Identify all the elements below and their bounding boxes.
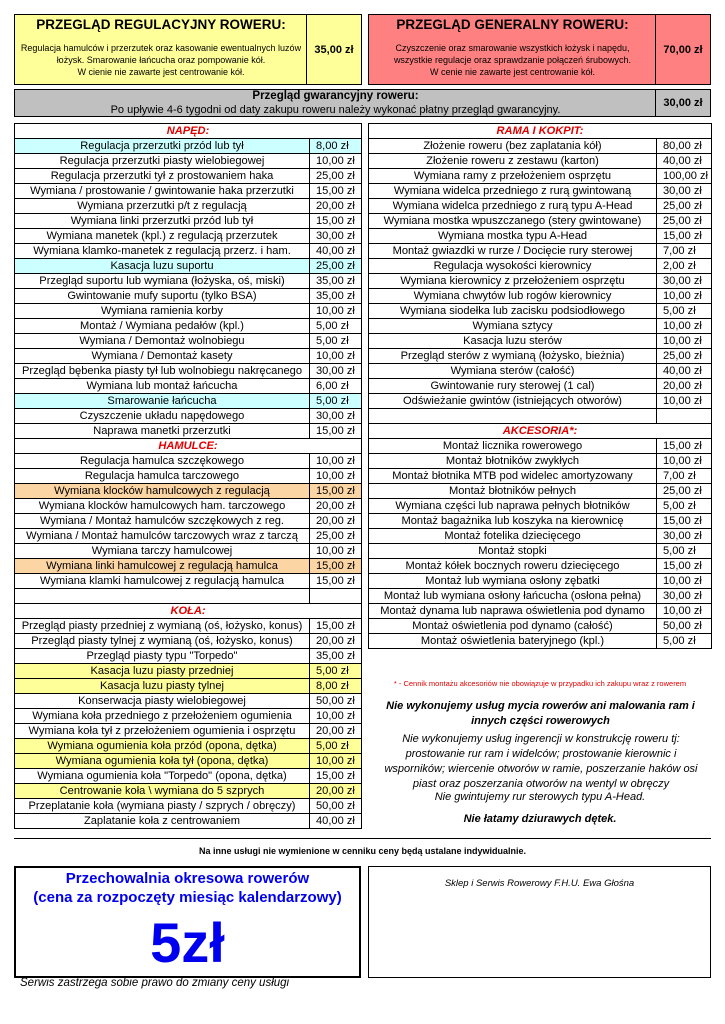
service-price: 10,00 zł — [657, 319, 712, 334]
service-name: Zaplatanie koła z centrowaniem — [15, 814, 310, 829]
service-price: 10,00 zł — [657, 574, 712, 589]
storage-price: 5zł — [150, 911, 225, 974]
service-price: 25,00 zł — [657, 199, 712, 214]
service-price: 7,00 zł — [657, 244, 712, 259]
service-name: Montaż oświetlenia pod dynamo (całość) — [369, 619, 657, 634]
service-name: Montaż lub wymiana osłony łańcucha (osłona pełna) — [369, 589, 657, 604]
przeglad-regulacyjny-desc — [15, 42, 307, 78]
przeglad-generalny-price: 70,00 zł — [655, 15, 710, 84]
service-name: Wymiana linki hamulcowej z regulacją hamulca — [15, 559, 310, 574]
service-row — [15, 139, 362, 154]
service-row — [15, 334, 362, 349]
akcesoria-note: * - Cennik montażu akcesoriów nie obowiązuje w przypadku ich zakupu wraz z rowerem — [393, 679, 687, 688]
service-name: Wymiana klocków hamulcowych ham. tarczowego — [15, 499, 310, 514]
service-row — [369, 169, 712, 184]
service-row — [15, 184, 362, 199]
service-row — [15, 274, 362, 289]
service-name: Montaż fotelika dziecięcego — [369, 529, 657, 544]
service-price: 10,00 zł — [657, 289, 712, 304]
service-row — [15, 754, 362, 769]
service-price: 10,00 zł — [657, 394, 712, 409]
service-name: Montaż oświetlenia bateryjnego (kpl.) — [369, 634, 657, 649]
section-title: RAMA I KOKPIT: — [369, 124, 712, 139]
service-price: 10,00 zł — [310, 709, 362, 724]
service-name: Kasacja luzu piasty tylnej — [15, 679, 310, 694]
service-price: 5,00 zł — [310, 334, 362, 349]
storage-title: Przechowalnia okresowa rowerów — [65, 870, 310, 887]
service-price: 10,00 zł — [657, 604, 712, 619]
service-row — [15, 529, 362, 544]
service-row — [369, 514, 712, 529]
service-name: Kasacja luzu piasty przedniej — [15, 664, 310, 679]
service-row — [15, 394, 362, 409]
service-price: 25,00 zł — [310, 529, 362, 544]
service-name: Wymiana / Montaż hamulców szczękowych z reg. — [15, 514, 310, 529]
service-row — [369, 544, 712, 559]
service-price: 15,00 zł — [657, 229, 712, 244]
left-price-table — [14, 123, 362, 829]
service-name: Wymiana manetek (kpl.) z regulacją przerzutek — [15, 229, 310, 244]
blank-cell — [657, 409, 712, 424]
service-name: Montaż gwiazdki w rurze / Docięcie rury sterowej — [369, 244, 657, 259]
service-name: Czyszczenie układu napędowego — [15, 409, 310, 424]
service-row — [369, 454, 712, 469]
service-name: Wymiana sterów (całość) — [369, 364, 657, 379]
service-name: Przegląd piasty tylnej z wymianą (oś, łożysko, konus) — [15, 634, 310, 649]
service-row — [369, 619, 712, 634]
service-price: 5,00 zł — [310, 394, 362, 409]
service-price: 10,00 zł — [657, 334, 712, 349]
service-price: 25,00 zł — [657, 214, 712, 229]
service-price: 50,00 zł — [310, 799, 362, 814]
service-name: Regulacja przerzutki przód lub tył — [15, 139, 310, 154]
service-price: 40,00 zł — [310, 244, 362, 259]
service-price: 50,00 zł — [657, 619, 712, 634]
service-name: Złożenie roweru (bez zaplatania kół) — [369, 139, 657, 154]
service-name: Wymiana lub montaż łańcucha — [15, 379, 310, 394]
service-name: Wymiana części lub naprawa pełnych błotników — [369, 499, 657, 514]
section-title: NAPĘD: — [15, 124, 362, 139]
service-name: Wymiana mostka typu A-Head — [369, 229, 657, 244]
service-name: Montaż lub wymiana osłony zębatki — [369, 574, 657, 589]
section-header-row — [369, 124, 712, 139]
service-price: 20,00 zł — [310, 724, 362, 739]
service-name: Wymiana widelca przedniego z rurą typu A-Head — [369, 199, 657, 214]
przeglad-regulacyjny-box — [14, 14, 362, 85]
service-row — [15, 289, 362, 304]
service-name: Gwintowanie mufy suportu (tylko BSA) — [15, 289, 310, 304]
service-row — [15, 379, 362, 394]
przeglad-regulacyjny-title: PRZEGLĄD REGULACYJNY ROWERU: — [36, 17, 286, 32]
service-row — [369, 589, 712, 604]
service-row — [369, 559, 712, 574]
service-price: 30,00 zł — [657, 184, 712, 199]
service-price: 30,00 zł — [657, 589, 712, 604]
service-price: 15,00 zł — [657, 559, 712, 574]
service-row — [15, 424, 362, 439]
przeglad-gwarancyjny-box — [14, 89, 711, 117]
service-price: 15,00 zł — [310, 184, 362, 199]
service-price: 20,00 zł — [310, 784, 362, 799]
service-price: 35,00 zł — [310, 289, 362, 304]
service-price: 25,00 zł — [657, 349, 712, 364]
service-price: 30,00 zł — [310, 364, 362, 379]
service-price: 40,00 zł — [310, 814, 362, 829]
service-row — [15, 679, 362, 694]
service-row — [369, 259, 712, 274]
service-row — [15, 319, 362, 334]
przeglad-generalny-title: PRZEGLĄD GENERALNY ROWERU: — [396, 17, 629, 32]
service-name: Regulacja przerzutki tył z prostowaniem haka — [15, 169, 310, 184]
no-tubes-note: Nie łatamy dziurawych dętek. — [463, 813, 617, 825]
service-row — [15, 364, 362, 379]
service-price: 15,00 zł — [310, 619, 362, 634]
service-price: 35,00 zł — [310, 649, 362, 664]
service-name: Regulacja wysokości kierownicy — [369, 259, 657, 274]
service-price: 25,00 zł — [310, 169, 362, 184]
service-row — [15, 634, 362, 649]
service-row — [15, 574, 362, 589]
service-name: Wymiana linki przerzutki przód lub tył — [15, 214, 310, 229]
service-name: Przegląd suportu lub wymiana (łożyska, oś, miski) — [15, 274, 310, 289]
service-name: Wymiana / Montaż hamulców tarczowych wraz z tarczą — [15, 529, 310, 544]
service-name: Wymiana koła tył z przełożeniem ogumienia i osprzętu — [15, 724, 310, 739]
service-name: Kasacja luzu sterów — [369, 334, 657, 349]
service-price: 15,00 zł — [310, 574, 362, 589]
service-price: 30,00 zł — [310, 409, 362, 424]
przeglad-gwarancyjny-desc: Po upływie 4-6 tygodni od daty zakupu roweru należy wykonać płatny przegląd gwarancyjny. — [110, 104, 561, 116]
service-name: Gwintowanie rury sterowej (1 cal) — [369, 379, 657, 394]
service-price: 10,00 zł — [310, 454, 362, 469]
service-name: Wymiana / prostowanie / gwintowanie haka przerzutki — [15, 184, 310, 199]
section-header-row — [15, 124, 362, 139]
service-price: 10,00 zł — [310, 154, 362, 169]
service-row — [369, 574, 712, 589]
service-price: 15,00 zł — [310, 769, 362, 784]
service-price: 10,00 zł — [310, 349, 362, 364]
service-price: 30,00 zł — [657, 274, 712, 289]
service-row — [369, 604, 712, 619]
service-name: Regulacja przerzutki piasty wielobiegowej — [15, 154, 310, 169]
service-row — [369, 364, 712, 379]
service-price: 10,00 zł — [310, 469, 362, 484]
service-row — [15, 229, 362, 244]
section-title: KOŁA: — [15, 604, 362, 619]
service-price: 40,00 zł — [657, 364, 712, 379]
service-name: Wymiana klamki hamulcowej z regulacją hamulca — [15, 574, 310, 589]
footer-disclaimer: Serwis zastrzega sobie prawo do zmiany ceny usługi — [20, 977, 290, 989]
service-price: 5,00 zł — [657, 304, 712, 319]
service-row — [369, 274, 712, 289]
service-name: Wymiana / Demontaż kasety — [15, 349, 310, 364]
service-row — [15, 484, 362, 499]
desc-line: W cienie nie zawarte jest centrowanie kół. — [77, 67, 245, 77]
service-name: Przegląd piasty przedniej z wymianą (oś, łożysko, konus) — [15, 619, 310, 634]
service-name: Montaż bagażnika lub koszyka na kierownicę — [369, 514, 657, 529]
service-row — [15, 154, 362, 169]
service-row — [15, 694, 362, 709]
service-price: 10,00 zł — [310, 754, 362, 769]
service-price: 15,00 zł — [310, 214, 362, 229]
service-name: Przegląd sterów z wymianą (łożysko, bieżnia) — [369, 349, 657, 364]
service-price: 6,00 zł — [310, 379, 362, 394]
service-price: 15,00 zł — [657, 439, 712, 454]
service-price: 5,00 zł — [310, 739, 362, 754]
other-services-text: Na inne usługi nie wymienione w cenniku ceny będą ustalane indywidualnie. — [198, 846, 527, 856]
service-price: 35,00 zł — [310, 274, 362, 289]
desc-line: Czyszczenie oraz smarowanie wszystkich łożysk i napędu, — [395, 43, 630, 53]
przeglad-gwarancyjny-title: Przegląd gwarancyjny roweru: — [252, 90, 419, 102]
service-price: 15,00 zł — [310, 424, 362, 439]
service-row — [15, 724, 362, 739]
service-name: Przegląd bębenka piasty tył lub wolnobiegu nakręcanego — [15, 364, 310, 379]
service-row — [369, 304, 712, 319]
service-row — [15, 349, 362, 364]
section-header-row — [15, 439, 362, 454]
service-name: Wymiana / Demontaż wolnobiegu — [15, 334, 310, 349]
service-row — [369, 319, 712, 334]
service-price: 7,00 zł — [657, 469, 712, 484]
service-name: Wymiana sztycy — [369, 319, 657, 334]
blank-row — [369, 409, 712, 424]
service-name: Wymiana ogumienia koła przód (opona, dętka) — [15, 739, 310, 754]
desc-line: W cenie nie zawarte jest centrowanie kół. — [429, 67, 596, 77]
service-name: Konserwacja piasty wielobiegowej — [15, 694, 310, 709]
service-price: 25,00 zł — [657, 484, 712, 499]
blank-cell — [369, 409, 657, 424]
blank-row — [15, 589, 362, 604]
service-name: Wymiana tarczy hamulcowej — [15, 544, 310, 559]
service-row — [15, 304, 362, 319]
service-name: Montaż kółek bocznych roweru dziecięcego — [369, 559, 657, 574]
service-name: Przegląd piasty typu "Torpedo" — [15, 649, 310, 664]
service-price: 50,00 zł — [310, 694, 362, 709]
service-price: 5,00 zł — [657, 499, 712, 514]
no-wash-note: Nie wykonujemy usług mycia rowerów ani malowania ram i innych części rowerowych — [386, 700, 695, 727]
service-row — [15, 709, 362, 724]
service-row — [369, 349, 712, 364]
service-price: 30,00 zł — [657, 529, 712, 544]
service-name: Wymiana mostka wpuszczanego (stery gwintowane) — [369, 214, 657, 229]
service-row — [15, 244, 362, 259]
service-name: Wymiana chwytów lub rogów kierownicy — [369, 289, 657, 304]
service-name: Smarowanie łańcucha — [15, 394, 310, 409]
service-name: Wymiana ogumienia koła tył (opona, dętka) — [15, 754, 310, 769]
service-name: Wymiana klamko-manetek z regulacją przerz. i ham. — [15, 244, 310, 259]
service-price: 20,00 zł — [310, 514, 362, 529]
service-name: Wymiana koła przedniego z przełożeniem ogumienia — [15, 709, 310, 724]
service-name: Wymiana ramienia korby — [15, 304, 310, 319]
service-row — [369, 499, 712, 514]
no-ahead-note: Nie gwintujemy rur sterowych typu A-Head. — [434, 791, 646, 803]
service-row — [369, 469, 712, 484]
right-price-table — [368, 123, 712, 649]
service-price: 25,00 zł — [310, 259, 362, 274]
service-row — [15, 409, 362, 424]
service-row — [369, 289, 712, 304]
service-price: 5,00 zł — [310, 319, 362, 334]
service-row — [15, 499, 362, 514]
section-header-row — [15, 604, 362, 619]
storage-box — [14, 866, 361, 978]
service-price: 20,00 zł — [310, 634, 362, 649]
service-name: Naprawa manetki przerzutki — [15, 424, 310, 439]
service-price: 8,00 zł — [310, 679, 362, 694]
service-price: 10,00 zł — [310, 304, 362, 319]
service-price: 15,00 zł — [657, 514, 712, 529]
przeglad-regulacyjny-price: 35,00 zł — [306, 15, 361, 84]
service-row — [15, 559, 362, 574]
service-row — [15, 784, 362, 799]
shop-box — [368, 866, 711, 978]
service-name: Montaż / Wymiana pedałów (kpl.) — [15, 319, 310, 334]
service-row — [15, 799, 362, 814]
service-name: Montaż błotników pełnych — [369, 484, 657, 499]
service-name: Montaż licznika rowerowego — [369, 439, 657, 454]
service-row — [369, 529, 712, 544]
desc-line: wszystkie regulacje oraz sprawdzanie połączeń śrubowych. — [393, 55, 632, 65]
service-name: Montaż błotników zwykłych — [369, 454, 657, 469]
przeglad-generalny-box — [368, 14, 711, 85]
service-row — [369, 154, 712, 169]
przeglad-gwarancyjny-price: 30,00 zł — [655, 90, 710, 116]
service-name: Montaż dynama lub naprawa oświetlenia pod dynamo — [369, 604, 657, 619]
other-services-box — [14, 838, 711, 862]
service-row — [369, 214, 712, 229]
service-row — [15, 649, 362, 664]
shop-name: Sklep i Serwis Rowerowy F.H.U. Ewa Głośna — [444, 878, 635, 889]
service-price: 100,00 zł — [657, 169, 712, 184]
service-name: Wymiana siodełka lub zacisku podsiodłowego — [369, 304, 657, 319]
service-row — [369, 379, 712, 394]
service-price: 80,00 zł — [657, 139, 712, 154]
service-name: Przeplatanie koła (wymiana piasty / szprych / obręczy) — [15, 799, 310, 814]
service-row — [15, 739, 362, 754]
service-price: 20,00 zł — [310, 199, 362, 214]
service-name: Wymiana kierownicy z przełożeniem osprzętu — [369, 274, 657, 289]
service-price: 15,00 zł — [310, 559, 362, 574]
service-row — [369, 229, 712, 244]
service-price: 15,00 zł — [310, 484, 362, 499]
service-name: Odświeżanie gwintów (istniejących otworów) — [369, 394, 657, 409]
service-name: Regulacja hamulca szczękowego — [15, 454, 310, 469]
service-row — [15, 769, 362, 784]
blank-cell — [15, 589, 310, 604]
service-row — [15, 544, 362, 559]
service-row — [15, 664, 362, 679]
service-row — [15, 214, 362, 229]
service-price: 30,00 zł — [310, 229, 362, 244]
storage-subtitle: (cena za rozpoczęty miesiąc kalendarzowy) — [33, 889, 342, 906]
service-name: Wymiana ramy z przełożeniem osprzętu — [369, 169, 657, 184]
service-row — [369, 139, 712, 154]
service-row — [15, 619, 362, 634]
service-price: 2,00 zł — [657, 259, 712, 274]
service-row — [369, 244, 712, 259]
service-row — [15, 814, 362, 829]
service-price: 8,00 zł — [310, 139, 362, 154]
service-name: Złożenie roweru z zestawu (karton) — [369, 154, 657, 169]
service-row — [15, 259, 362, 274]
service-price: 10,00 zł — [310, 544, 362, 559]
service-row — [15, 199, 362, 214]
service-price: 5,00 zł — [657, 634, 712, 649]
service-price: 5,00 zł — [310, 664, 362, 679]
service-name: Regulacja hamulca tarczowego — [15, 469, 310, 484]
service-price: 20,00 zł — [310, 499, 362, 514]
service-row — [369, 439, 712, 454]
desc-line: łożysk. Smarowanie łańcucha oraz pompowanie kół. — [56, 55, 266, 65]
service-name: Wymiana widelca przedniego z rurą gwintowaną — [369, 184, 657, 199]
service-row — [369, 184, 712, 199]
service-price: 20,00 zł — [657, 379, 712, 394]
service-name: Wymiana klocków hamulcowych z regulacją — [15, 484, 310, 499]
service-price: 5,00 zł — [657, 544, 712, 559]
przeglad-generalny-desc — [369, 42, 656, 78]
service-name: Wymiana ogumienia koła "Torpedo" (opona, dętka) — [15, 769, 310, 784]
section-title: AKCESORIA*: — [369, 424, 712, 439]
service-name: Montaż stopki — [369, 544, 657, 559]
service-price: 10,00 zł — [657, 454, 712, 469]
service-name: Montaż błotnika MTB pod widelec amortyzowany — [369, 469, 657, 484]
service-name: Wymiana przerzutki p/t z regulacją — [15, 199, 310, 214]
service-row — [369, 394, 712, 409]
service-name: Kasacja luzu suportu — [15, 259, 310, 274]
service-row — [15, 514, 362, 529]
service-row — [369, 199, 712, 214]
service-row — [15, 169, 362, 184]
service-price: 40,00 zł — [657, 154, 712, 169]
blank-cell — [310, 589, 362, 604]
desc-line: Regulacja hamulców i przerzutek oraz kasowanie ewentualnych luzów — [20, 43, 302, 53]
no-frame-note: Nie wykonujemy usług ingerencji w konstrukcję roweru tj: prostowanie rur ram i widelców; prostowanie kierownic i wsporników; wiercenie otworów w ramie, poszerzanie haków osi piast oraz poszerzania otworów na wentyl w obręczy — [384, 733, 698, 790]
service-row — [15, 454, 362, 469]
service-row — [369, 634, 712, 649]
section-title: HAMULCE: — [15, 439, 362, 454]
service-row — [369, 334, 712, 349]
service-row — [15, 469, 362, 484]
service-row — [369, 484, 712, 499]
service-name: Centrowanie koła \ wymiana do 5 szprych — [15, 784, 310, 799]
section-header-row — [369, 424, 712, 439]
